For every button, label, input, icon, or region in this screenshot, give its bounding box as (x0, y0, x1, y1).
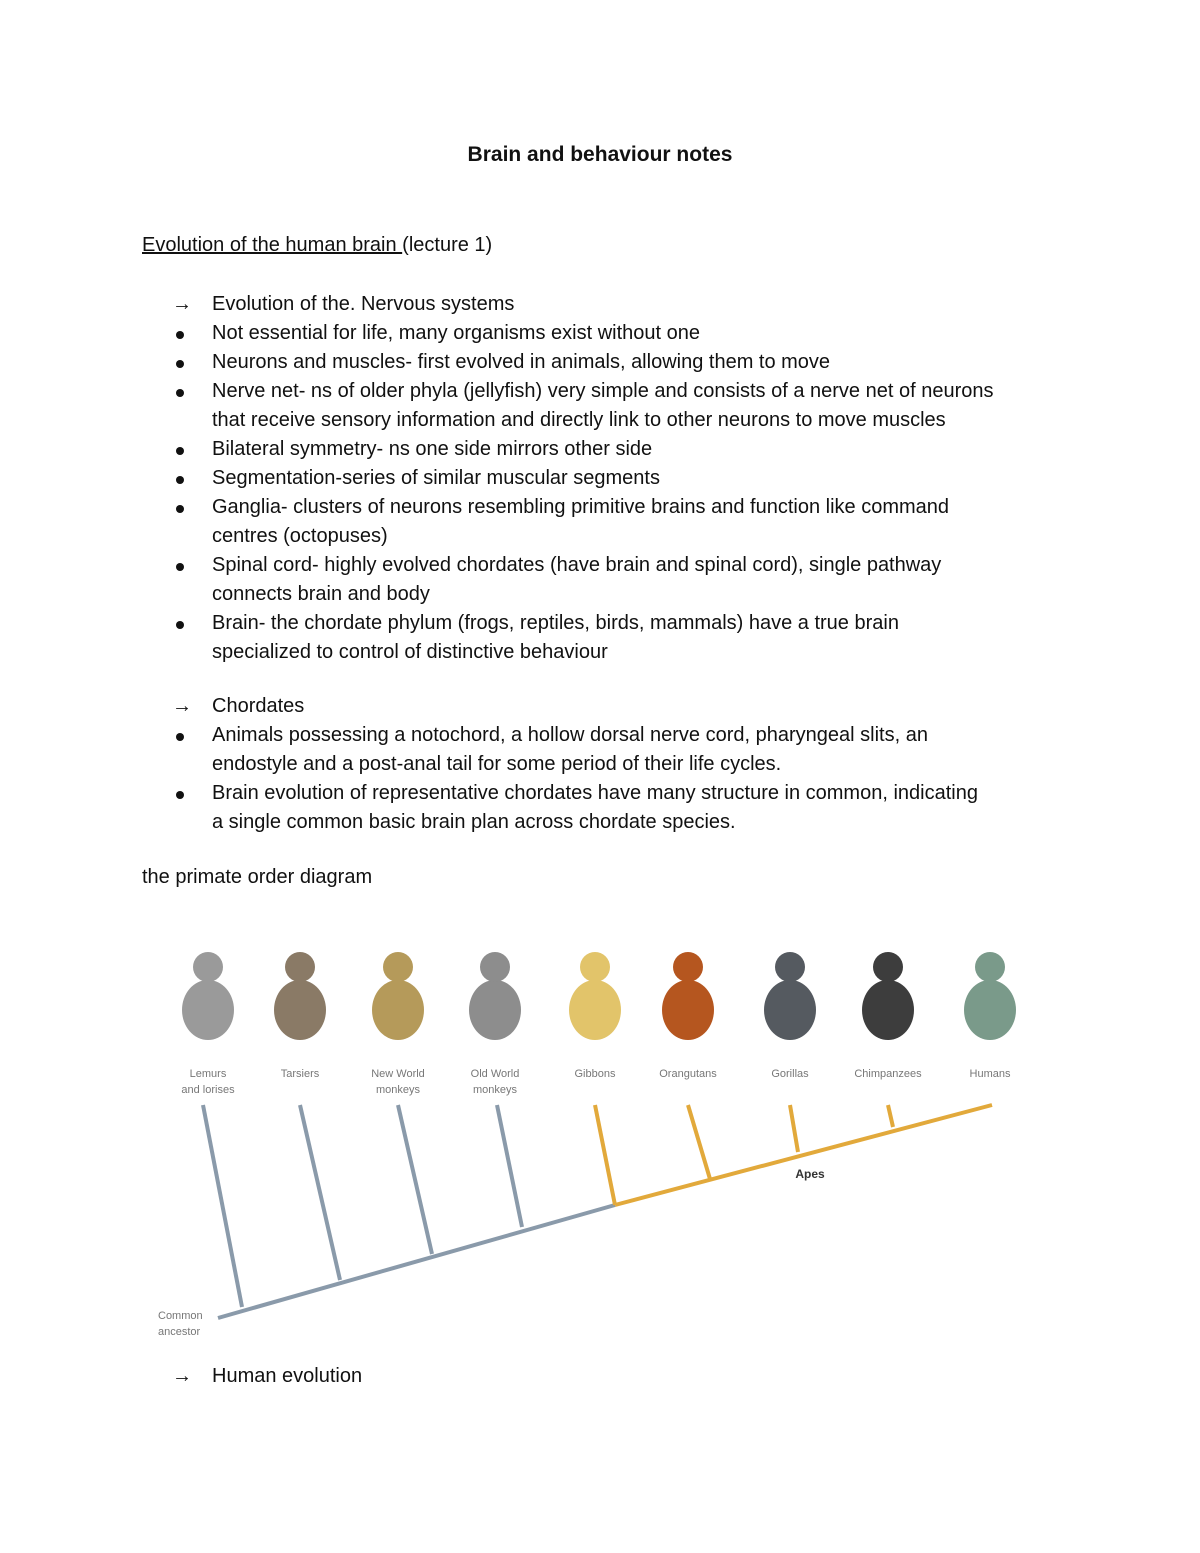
item-line: endostyle and a post-anal tail for some period of their life cycles. (212, 753, 782, 775)
primate-order-diagram (140, 895, 1040, 1355)
taxon-label-line2: and lorises (181, 1084, 235, 1096)
taxon-label: New World (371, 1068, 425, 1080)
bullet-icon (142, 779, 212, 837)
item-text (212, 721, 1072, 779)
item-line: Evolution of the. Nervous systems (212, 293, 515, 315)
item-line: connects brain and body (212, 583, 430, 605)
item-line: specialized to control of distinctive behaviour (212, 641, 608, 663)
primate-figure-icon (372, 952, 424, 1040)
item-line: Bilateral symmetry- ns one side mirrors other side (212, 438, 653, 460)
taxon-label: Tarsiers (280, 1068, 320, 1080)
notes-list-human-evolution (142, 1362, 1072, 1391)
item-line: that receive sensory information and directly link to other neurons to move muscles (212, 409, 946, 431)
item-text (212, 348, 1072, 377)
item-line: Neurons and muscles- first evolved in animals, allowing them to move (212, 351, 831, 373)
ape-branch (790, 1105, 798, 1152)
item-line: Segmentation-series of similar muscular segments (212, 467, 660, 489)
bullet-item (142, 377, 1072, 435)
bullet-icon (142, 721, 212, 779)
arrow-item (142, 692, 1072, 721)
taxon-label: Lemurs (189, 1068, 227, 1080)
arrow-icon: → (172, 1365, 192, 1387)
bullet-icon (142, 435, 212, 464)
ape-branch (888, 1105, 893, 1127)
bullet-icon (142, 348, 212, 377)
taxon-label: Chimpanzees (854, 1068, 922, 1080)
item-text (212, 319, 1072, 348)
primate-figure-icon (274, 952, 326, 1040)
item-text (212, 493, 1072, 551)
arrow-icon: → (172, 695, 192, 717)
monkey-branch (203, 1105, 242, 1307)
bullet-item (142, 319, 1072, 348)
primate-figure-icon (764, 952, 816, 1040)
bullet-item (142, 779, 1072, 837)
monkey-branch (300, 1105, 340, 1280)
item-line: Animals possessing a notochord, a hollow dorsal nerve cord, pharyngeal slits, an (212, 724, 928, 746)
bullet-icon (142, 377, 212, 435)
arrow-item (142, 290, 1072, 319)
item-line: Not essential for life, many organisms exist without one (212, 322, 700, 344)
bullet-item (142, 348, 1072, 377)
root-label-line2: ancestor (158, 1326, 201, 1338)
bullet-item (142, 493, 1072, 551)
item-line: Ganglia- clusters of neurons resembling primitive brains and function like command (212, 496, 950, 518)
item-text (212, 377, 1072, 435)
monkey-branch (398, 1105, 432, 1254)
bullet-item (142, 464, 1072, 493)
item-text (212, 1362, 1072, 1391)
bullet-icon (142, 609, 212, 667)
item-line: Brain- the chordate phylum (frogs, reptiles, birds, mammals) have a true brain (212, 612, 899, 634)
item-line: Spinal cord- highly evolved chordates (have brain and spinal cord), single pathway (212, 554, 942, 576)
item-text (212, 779, 1072, 837)
item-text (212, 551, 1072, 609)
arrow-item (142, 1362, 1072, 1391)
item-text (212, 692, 1072, 721)
bullet-icon (142, 551, 212, 609)
bullet-item (142, 609, 1072, 667)
notes-list-chordates (142, 692, 1072, 837)
notes-list-nervous-systems (142, 290, 1072, 667)
item-line: Chordates (212, 695, 305, 717)
ape-branch (688, 1105, 710, 1179)
item-text (212, 609, 1072, 667)
page-title: Brain and behaviour notes (467, 143, 733, 166)
bullet-icon (142, 493, 212, 551)
taxon-label: Orangutans (659, 1068, 717, 1080)
ape-backbone (615, 1105, 992, 1205)
taxon-label-line2: monkeys (472, 1084, 518, 1096)
bullet-icon (142, 464, 212, 493)
item-line: Brain evolution of representative chordates have many structure in common, indicating (212, 782, 978, 804)
bullet-item (142, 435, 1072, 464)
monkey-backbone (218, 1205, 615, 1318)
primate-phylogeny-svg (140, 895, 1040, 1355)
item-text (212, 290, 1072, 319)
taxon-label: Old World (470, 1068, 520, 1080)
bullet-item (142, 551, 1072, 609)
root-label: Common (158, 1310, 203, 1322)
monkey-branch (497, 1105, 522, 1227)
arrow-icon: → (172, 293, 192, 315)
primate-figure-icon (862, 952, 914, 1040)
item-line: Human evolution (212, 1365, 363, 1387)
taxon-label: Gibbons (574, 1068, 616, 1080)
primate-figure-icon (964, 952, 1016, 1040)
section-heading-underlined: Evolution of the human brain (142, 234, 403, 256)
item-line: Nerve net- ns of older phyla (jellyfish) very simple and consists of a nerve net of neurons (212, 380, 994, 402)
apes-label: Apes (795, 1167, 825, 1181)
item-text (212, 464, 1072, 493)
item-line: centres (octopuses) (212, 525, 388, 547)
taxon-label: Gorillas (771, 1068, 809, 1080)
primate-figure-icon (469, 952, 521, 1040)
section-heading-lecture: (lecture 1) (402, 234, 493, 256)
primate-figure-icon (182, 952, 234, 1040)
bullet-item (142, 721, 1072, 779)
bullet-icon (142, 319, 212, 348)
taxon-label-line2: monkeys (375, 1084, 421, 1096)
diagram-caption: the primate order diagram (142, 866, 373, 888)
item-line: a single common basic brain plan across chordate species. (212, 811, 736, 833)
taxon-label: Humans (969, 1068, 1011, 1080)
item-text (212, 435, 1072, 464)
ape-branch (595, 1105, 615, 1205)
primate-figure-icon (662, 952, 714, 1040)
section-heading (142, 234, 492, 257)
primate-figure-icon (569, 952, 621, 1040)
